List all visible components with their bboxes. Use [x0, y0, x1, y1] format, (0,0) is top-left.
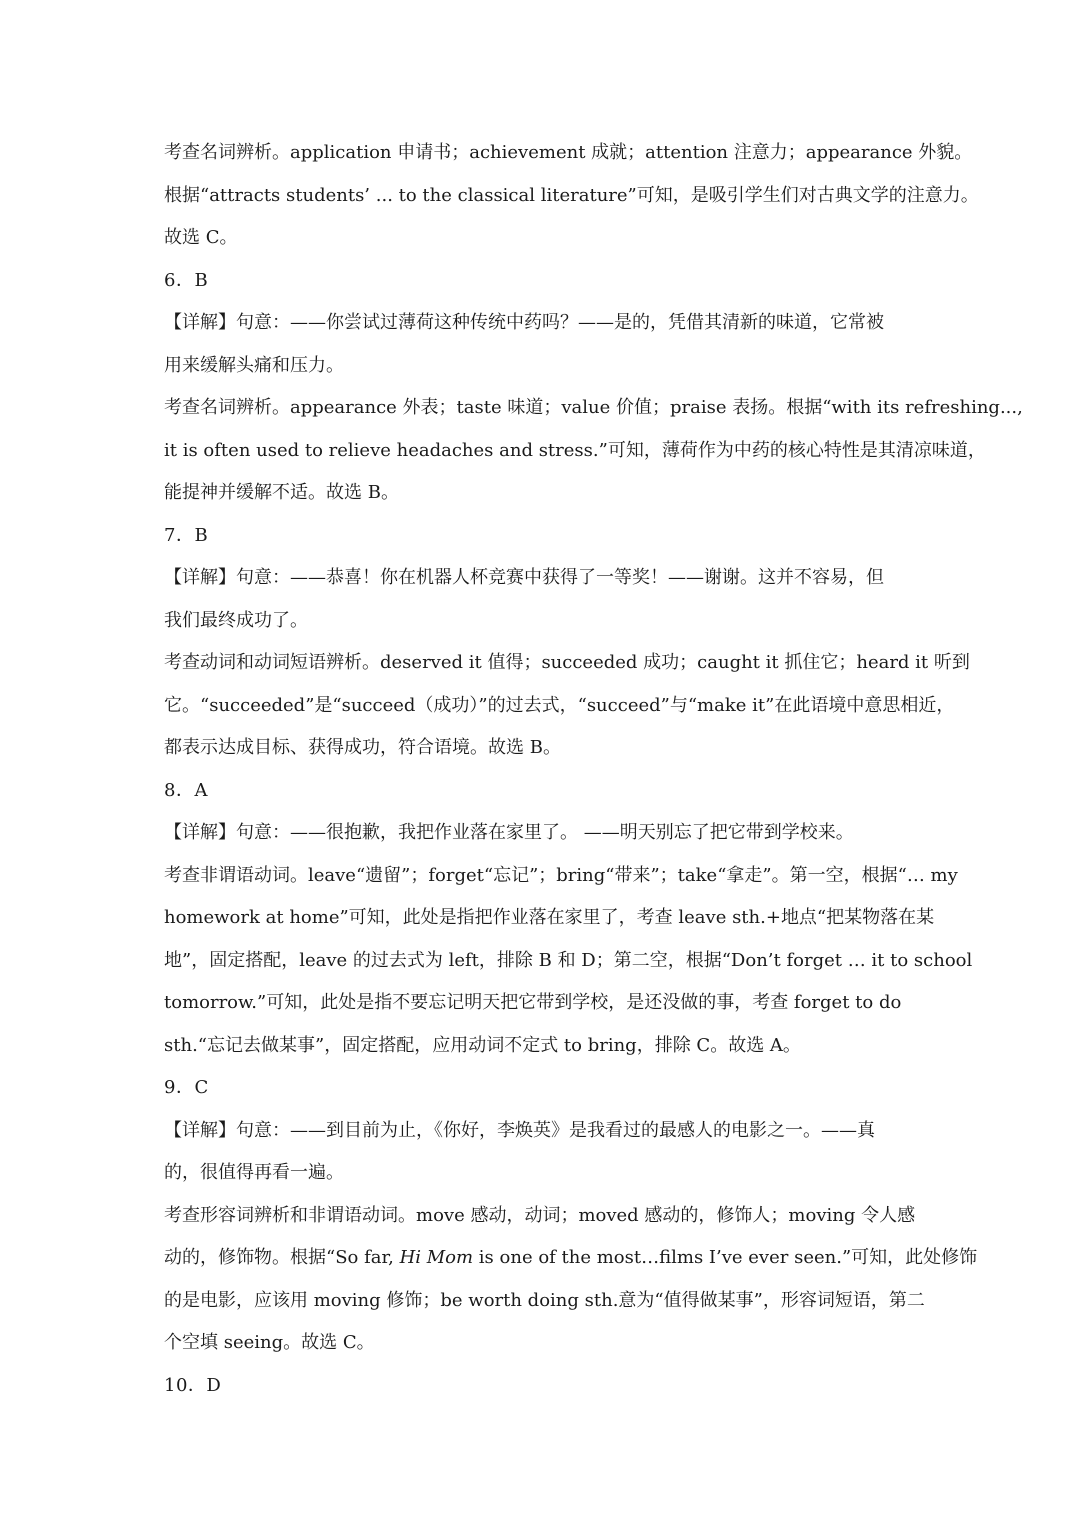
- text-line: 考查名词辨析。application 申请书；achievement 成就；attention 注意力；appearance 外貌。: [164, 142, 973, 163]
- text-fragment: is one of the most…films I’ve ever seen.”可知，此处修饰: [473, 1247, 978, 1268]
- text-line: 根据“attracts students’ ... to the classical literature”可知，是吸引学生们对古典文学的注意力。: [164, 184, 979, 206]
- text-line: 用来缓解头痛和压力。: [164, 354, 344, 376]
- text-line: sth.“忘记去做某事”，固定搭配，应用动词不定式 to bring，排除 C。故选 A。: [164, 1034, 801, 1056]
- answer-number-7: 7．B: [164, 524, 209, 546]
- answer-number-9: 9．C: [164, 1077, 209, 1098]
- text-line: 【详解】句意：——到目前为止，《你好，李焕英》是我看过的最感人的电影之一。——真: [164, 1119, 875, 1141]
- text-line: 个空填 seeing。故选 C。: [164, 1332, 375, 1353]
- answer-number-6: 6．B: [164, 269, 209, 291]
- text-line: 的是电影，应该用 moving 修饰；be worth doing sth.意为“值得做某事”，形容词短语，第二: [164, 1289, 925, 1311]
- answer-number-10: 10．D: [164, 1374, 222, 1396]
- text-line: 【详解】句意：——很抱歉，我把作业落在家里了。 ——明天别忘了把它带到学校来。: [164, 822, 854, 843]
- text-line: 的，很值得再看一遍。: [164, 1162, 344, 1183]
- text-line: 地”，固定搭配，leave 的过去式为 left，排除 B 和 D；第二空，根据“Don’t forget … it to school: [164, 949, 973, 971]
- text-fragment: 动的，修饰物。根据“So far,: [164, 1247, 400, 1268]
- text-line: 它。“succeeded”是“succeed（成功）”的过去式，“succeed”与“make it”在此语境中意思相近，: [164, 694, 955, 716]
- text-line: 考查动词和动词短语辨析。deserved it 值得；succeeded 成功；caught it 抓住它；heard it 听到: [164, 652, 970, 673]
- text-line-with-movie-title: [164, 1237, 978, 1280]
- text-line: 考查形容词辨析和非谓语动词。move 感动，动词；moved 感动的，修饰人；moving 令人感: [164, 1204, 916, 1226]
- answer-explanation-page: [164, 132, 1023, 1407]
- movie-title: Hi Mom: [399, 1247, 474, 1268]
- answer-number-8: 8．A: [164, 779, 208, 801]
- text-line: 能提神并缓解不适。故选 B。: [164, 482, 399, 503]
- text-line: 考查非谓语动词。leave“遗留”；forget“忘记”；bring“带来”；take“拿走”。第一空，根据“… my: [164, 864, 958, 886]
- text-line: tomorrow.”可知，此处是指不要忘记明天把它带到学校，是还没做的事，考查 forget to do: [164, 992, 902, 1013]
- text-line: homework at home”可知，此处是指把作业落在家里了，考查 leave sth.+地点“把某物落在某: [164, 907, 935, 928]
- text-line: 都表示达成目标、获得成功，符合语境。故选 B。: [164, 737, 561, 758]
- text-line: 故选 C。: [164, 227, 238, 248]
- text-line: 【详解】句意：——你尝试过薄荷这种传统中药吗？——是的，凭借其清新的味道，它常被: [164, 312, 884, 333]
- text-line: 【详解】句意：——恭喜！你在机器人杯竞赛中获得了一等奖！——谢谢。这并不容易，但: [164, 567, 884, 588]
- text-line: it is often used to relieve headaches and stress.”可知，薄荷作为中药的核心特性是其清凉味道，: [164, 439, 986, 461]
- text-line: 我们最终成功了。: [164, 609, 308, 631]
- text-line: 考查名词辨析。appearance 外表；taste 味道；value 价值；praise 表扬。根据“with its refreshing...,: [164, 397, 1023, 418]
